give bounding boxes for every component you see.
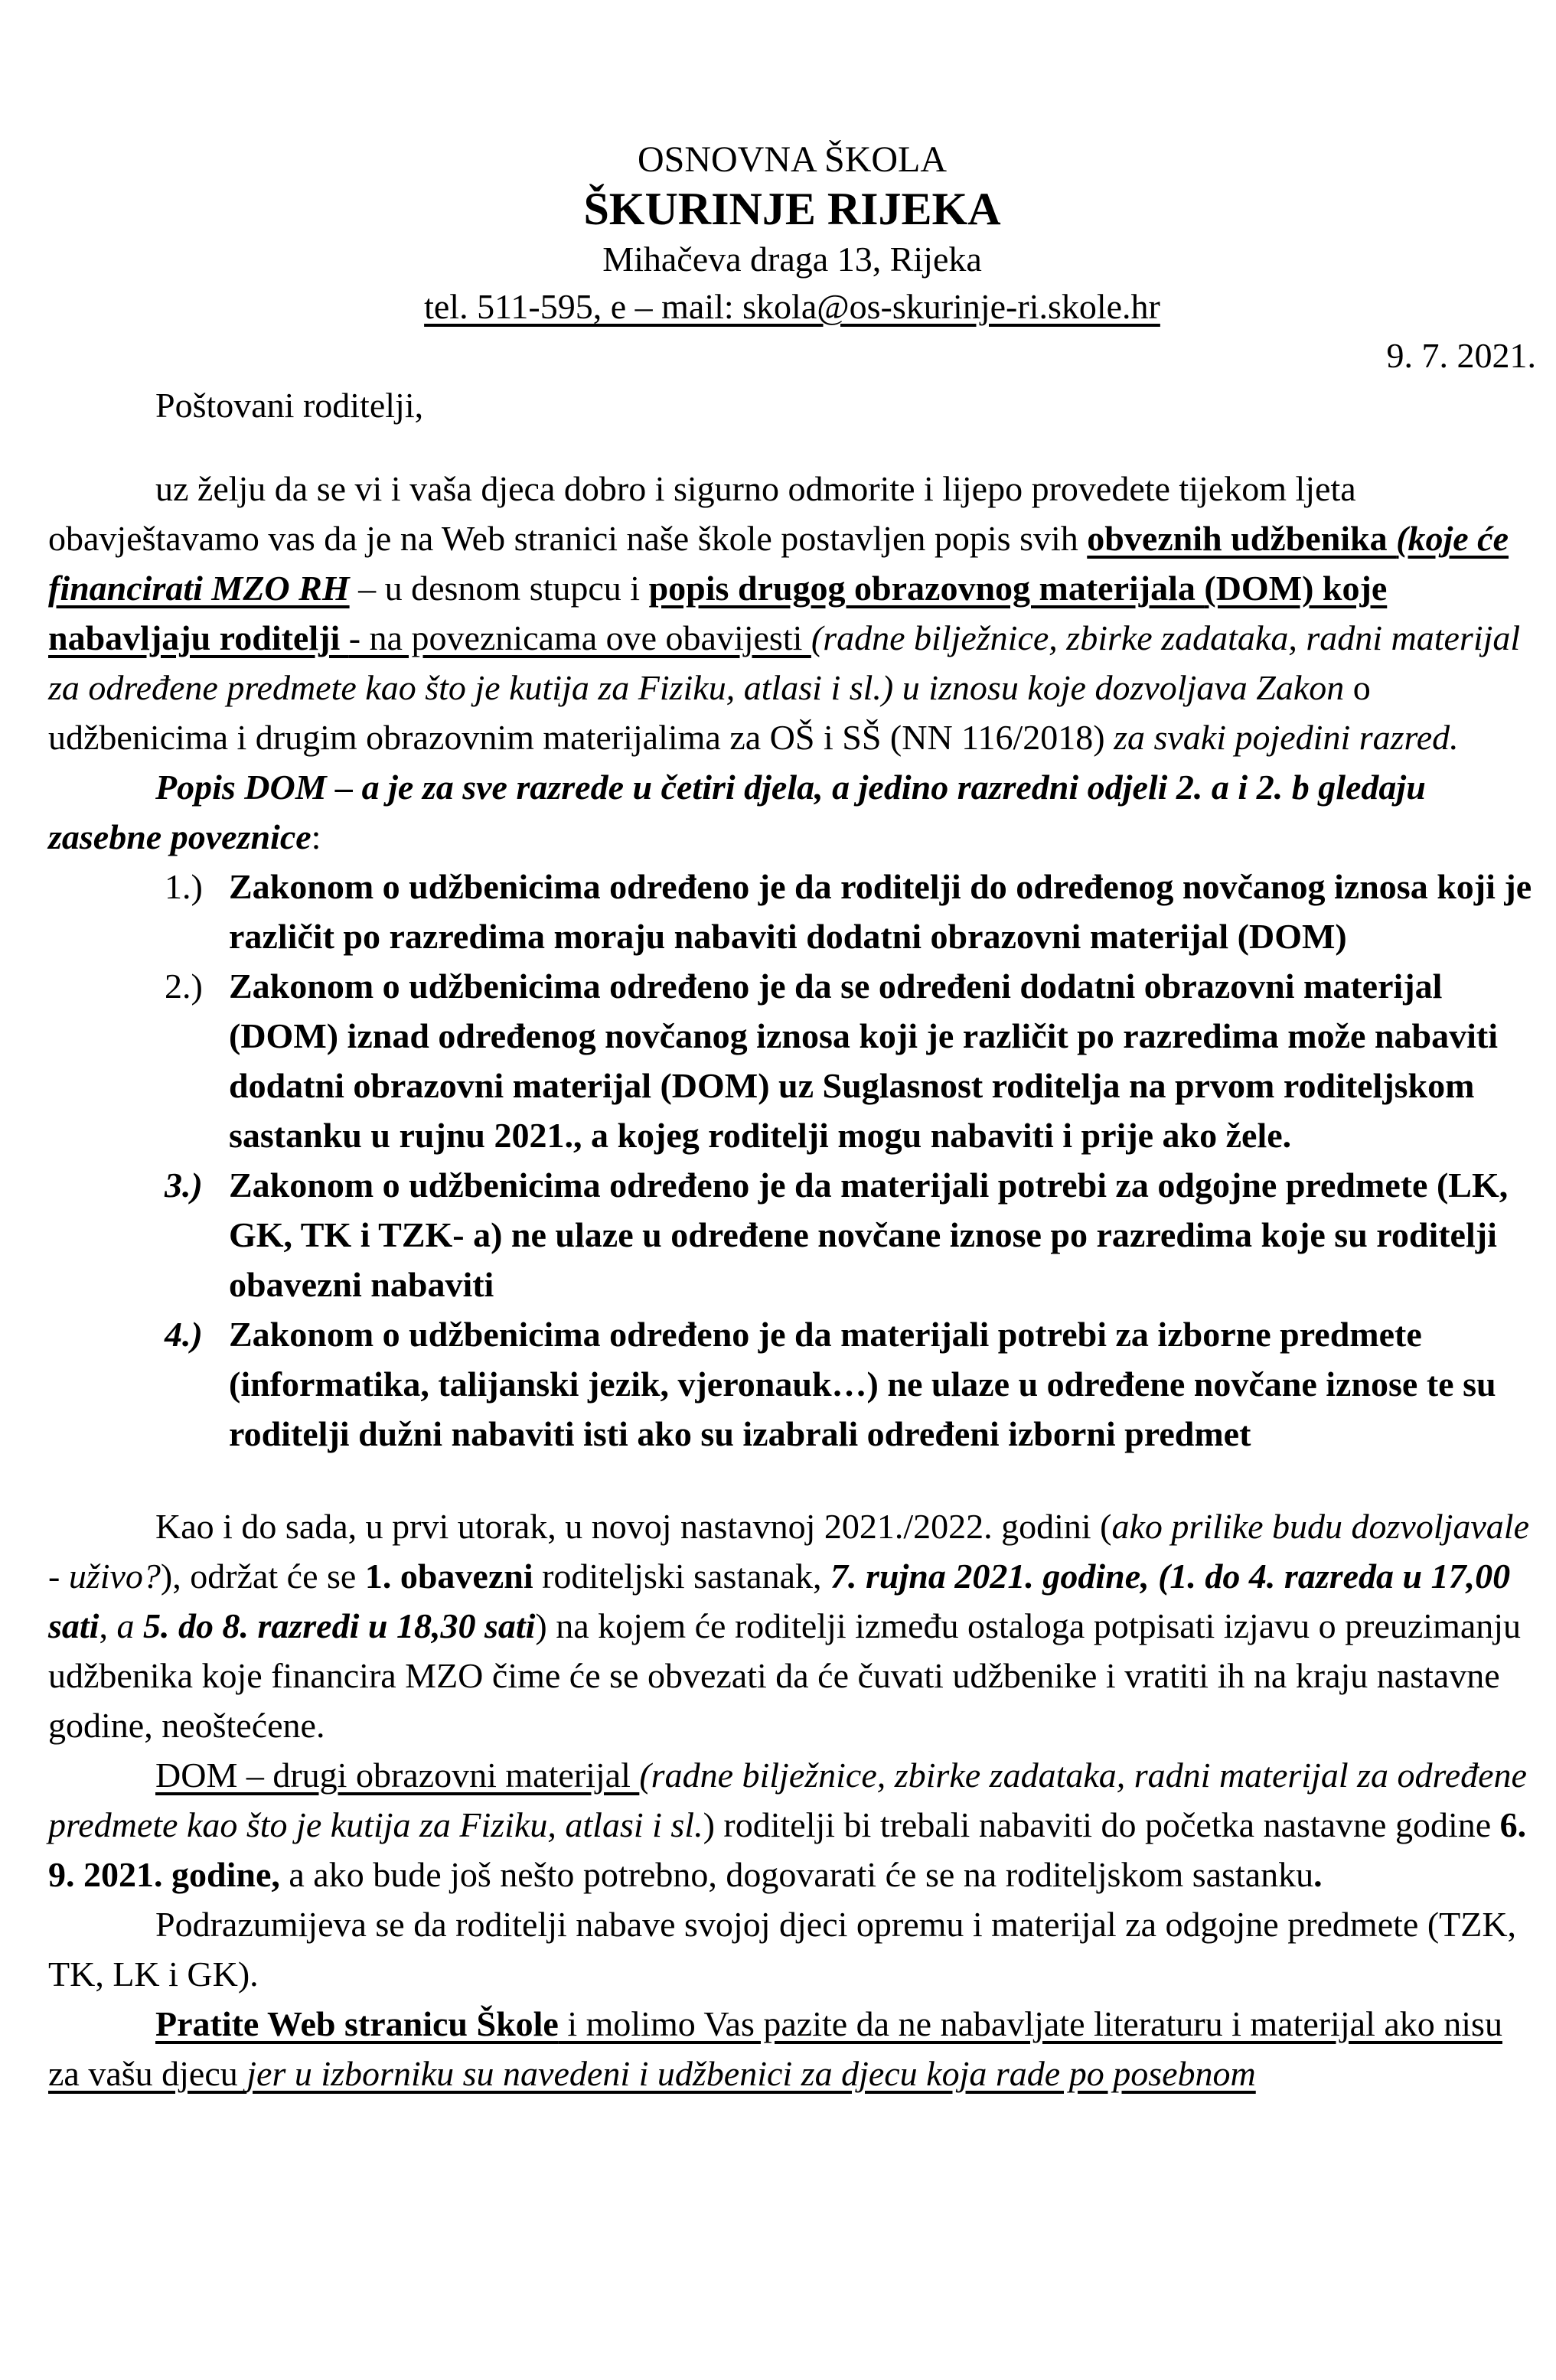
text-segment: o udžbenicima i drugim obrazovnim materijalima za OŠ i SŠ (NN 116/2018): [48, 668, 1371, 757]
text-segment: - na poveznicama ove obavijesti: [348, 618, 811, 657]
intro-paragraph: [48, 464, 1536, 762]
text-segment: 1. obavezni: [364, 1557, 533, 1596]
text-segment: (koje će financirati MZO RH: [48, 519, 1509, 608]
list-item-text: Zakonom o udžbenicima određeno je da materijali potrebi za odgojne predmete (LK, GK, TK i TZK- a) ne ulaze u određene novčane iznose po razredima koje su roditelji obavezni nabaviti: [229, 1166, 1509, 1304]
contact-line: tel. 511-595, e – mail: skola@os-skurinje-ri.skole.hr: [424, 287, 1160, 326]
list-item-number: 3.): [165, 1166, 203, 1205]
text-segment: ako prilike budu dozvoljavale - uživo?: [48, 1507, 1530, 1596]
text-segment: 7. rujna 2021. godine, (1. do 4. razreda u 17,00 sati: [48, 1557, 1511, 1645]
text-segment: ), održat će se: [160, 1557, 365, 1596]
equipment-paragraph: Podrazumijeva se da roditelji nabave svojoj djeci opremu i materijal za odgojne predmete (TZK, TK, LK i GK).: [48, 1905, 1517, 1994]
text-segment: (DOM) koje nabavljaju roditelji: [48, 569, 1388, 657]
school-type: OSNOVNA ŠKOLA: [637, 139, 948, 180]
list-item: [48, 1309, 1536, 1459]
list-item: [48, 1160, 1536, 1309]
list-item-text: Zakonom o udžbenicima određeno je da se određeni dodatni obrazovni materijal (DOM) iznad određenog novčanog iznosa koji je različit po razredima može nabaviti dodatni obrazovni materijal (DOM) uz Suglasnost roditelja na prvom roditeljskom sastanku u rujnu 2021., a kojeg roditelji mogu nabaviti i prije ako žele.: [229, 967, 1498, 1155]
text-segment: roditeljski sastanak,: [533, 1557, 830, 1596]
text-segment: popis drugog obrazovnog materijala: [648, 569, 1205, 608]
text-segment: .: [1313, 1855, 1323, 1894]
text-segment: ) roditelji bi trebali nabaviti do početka nastavne godine: [703, 1805, 1500, 1844]
text-segment: Kao i do sada, u prvi utorak, u novoj nastavnoj 2021./2022. godini (: [155, 1507, 1112, 1546]
text-segment: :: [311, 817, 321, 856]
website-warning-paragraph: [48, 1999, 1536, 2098]
school-address: Mihačeva draga 13, Rijeka: [602, 240, 982, 279]
text-segment: Popis DOM – a je za sve razrede u četiri djela, a jedino razredni odjeli 2. a i 2. b gledaju zasebne poveznice: [48, 768, 1426, 856]
list-item-number: 2.): [165, 967, 203, 1006]
list-item-text: Zakonom o udžbenicima određeno je da materijali potrebi za izborne predmete (informatika, talijanski jezik, vjeronauk…) ne ulaze u određene novčane iznose te su roditelji dužni nabaviti isti ako su izabrali određeni izborni predmet: [229, 1315, 1496, 1453]
list-item-text: Zakonom o udžbenicima određeno je da roditelji do određenog novčanog iznosa koji je različit po razredima moraju nabaviti dodatni obrazovni materijal (DOM): [229, 867, 1532, 956]
letterhead: [48, 138, 1536, 331]
school-contact: [48, 283, 1536, 331]
text-segment: a ako bude još nešto potrebno, dogovarati će se na roditeljskom sastanku: [279, 1855, 1314, 1894]
list-item-number: 1.): [165, 867, 203, 906]
numbered-list: [48, 862, 1536, 1459]
text-segment: uz želju da se vi i vaša djeca dobro i sigurno odmorite i lijepo provedete tijekom ljeta obavještavamo vas da je na Web stranici naše škole postavljen popis svih: [48, 469, 1356, 558]
salutation: Poštovani roditelji,: [155, 386, 424, 425]
text-segment: (radne bilježnice, zbirke zadataka, radni materijal za određene predmete kao što je kutija za Fiziku, atlasi i sl.: [48, 1756, 1527, 1844]
text-segment: 6. 9. 2021. godine,: [48, 1805, 1527, 1894]
school-name: ŠKURINJE RIJEKA: [583, 184, 1001, 234]
text-segment: i molimo Vas pazite da ne nabavljate literaturu i materijal ako nisu za vašu djecu: [48, 2004, 1502, 2093]
text-segment: za svaki pojedini razred.: [1114, 718, 1459, 757]
text-segment: – u desnom stupcu i: [349, 569, 649, 608]
text-segment: Pratite Web stranicu Škole: [155, 2004, 559, 2043]
dom-list-note: [48, 762, 1536, 862]
dom-deadline-paragraph: [48, 1750, 1536, 1899]
text-segment: 5. do 8. razredi u 18,30 sati: [142, 1606, 536, 1645]
list-item: [48, 862, 1536, 961]
text-segment: DOM – drugi obrazovni materijal: [155, 1756, 640, 1795]
text-segment: ,: [99, 1606, 117, 1645]
meeting-paragraph: [48, 1501, 1536, 1750]
text-segment: jer u izborniku su navedeni i udžbenici za djecu koja rade po posebnom: [246, 2054, 1256, 2093]
list-item: [48, 961, 1536, 1160]
date: 9. 7. 2021.: [1386, 336, 1536, 375]
text-segment: ) na kojem će roditelji između ostaloga potpisati izjavu o preuzimanju udžbenika koje financira MZO čime će se obvezati da će čuvati udžbenike i vratiti ih na kraju nastavne godine, neoštećene.: [48, 1606, 1522, 1745]
text-segment: a: [116, 1606, 143, 1645]
text-segment: (radne bilježnice, zbirke zadataka, radni materijal za određene predmete kao što je kutija za Fiziku, atlasi i sl.) u iznosu koje dozvoljava Zakon: [48, 618, 1521, 707]
list-item-number: 4.): [165, 1315, 203, 1354]
text-segment: obveznih udžbenika: [1087, 519, 1397, 558]
